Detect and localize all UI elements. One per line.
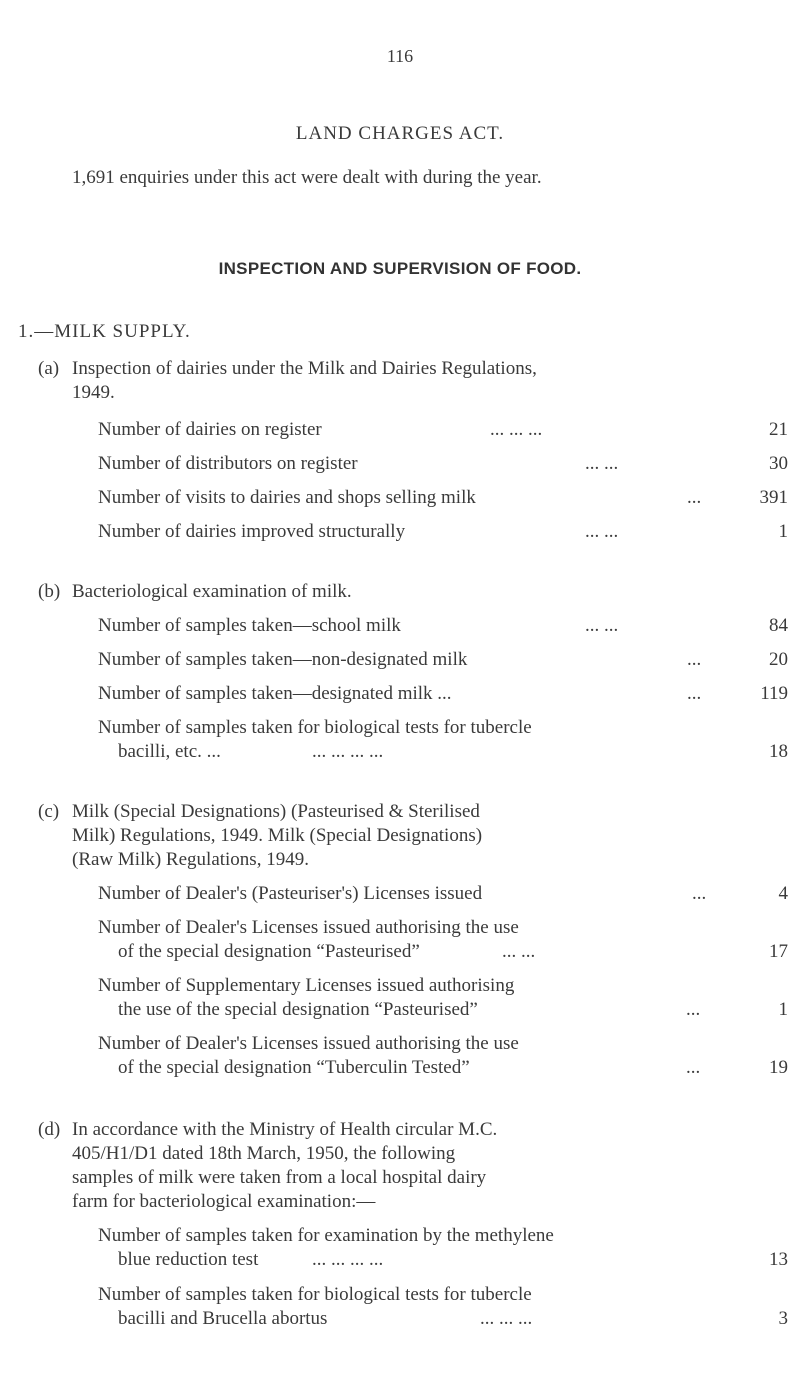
para-a-row <box>98 486 788 510</box>
row-leader: ... ... ... <box>490 419 543 440</box>
row-leader: ... ... <box>502 941 536 962</box>
row-value: 4 <box>778 883 788 904</box>
row-leader: ... ... <box>585 453 619 474</box>
para-a-row <box>98 452 788 476</box>
para-a-heading-line1: Inspection of dairies under the Milk and Dairies Regulations, <box>72 358 537 379</box>
row-value: 17 <box>769 941 788 962</box>
land-charges-title: LAND CHARGES ACT. <box>295 123 505 144</box>
row-value: 21 <box>769 419 788 440</box>
row-text-line2: blue reduction test <box>118 1249 259 1270</box>
para-a-label: (a) <box>38 358 60 379</box>
row-text-line1: Number of Supplementary Licenses issued authorising <box>98 975 515 996</box>
para-a-row <box>98 520 788 544</box>
section-title: 1.—MILK SUPPLY. <box>18 321 191 342</box>
row-leader: ... <box>692 883 707 904</box>
row-text-line1: Number of samples taken for examination by the methylene <box>98 1225 554 1246</box>
para-c-heading-line1: Milk (Special Designations) (Pasteurised & Sterilised <box>72 801 480 822</box>
row-value: 1 <box>778 521 788 542</box>
para-c-heading-line3: (Raw Milk) Regulations, 1949. <box>72 849 309 870</box>
row-value: 20 <box>769 649 788 670</box>
row-text-line2: the use of the special designation “Pasteurised” <box>118 999 478 1020</box>
para-a-heading-line2: 1949. <box>72 382 115 403</box>
para-d-row <box>98 1224 788 1272</box>
row-text-line1: Number of Dealer's Licenses issued authorising the use <box>98 1033 519 1054</box>
row-value: 18 <box>769 741 788 762</box>
para-d-heading-line1: In accordance with the Ministry of Health circular M.C. <box>72 1119 498 1140</box>
para-a-row <box>98 418 788 442</box>
row-leader: ... <box>687 683 702 704</box>
row-value: 13 <box>769 1249 788 1270</box>
inspection-heading: INSPECTION AND SUPERVISION OF FOOD. <box>218 259 582 278</box>
para-d-heading <box>72 1118 792 1214</box>
para-c-heading-line2: Milk) Regulations, 1949. Milk (Special Designations) <box>72 825 483 846</box>
row-leader: ... ... ... <box>480 1308 533 1329</box>
para-d-heading-line3: samples of milk were taken from a local hospital dairy <box>72 1167 487 1188</box>
row-value: 391 <box>759 487 788 508</box>
para-a-heading <box>72 357 792 405</box>
para-b-heading: Bacteriological examination of milk. <box>72 581 352 602</box>
row-text-line2: bacilli and Brucella abortus <box>118 1308 328 1329</box>
para-c-row <box>98 916 788 964</box>
row-leader: ... <box>686 1057 701 1078</box>
row-text: Number of dairies improved structurally <box>98 521 406 542</box>
para-d-heading-line4: farm for bacteriological examination:— <box>72 1191 376 1212</box>
row-text: Number of dairies on register <box>98 419 322 440</box>
row-value: 84 <box>769 615 788 636</box>
row-text: Number of samples taken—school milk <box>98 615 401 636</box>
para-b-row <box>98 682 788 706</box>
row-leader: ... <box>686 999 701 1020</box>
row-text: Number of samples taken—designated milk ... <box>98 683 452 704</box>
row-value: 3 <box>778 1308 788 1329</box>
para-d-heading-line2: 405/H1/D1 dated 18th March, 1950, the following <box>72 1143 456 1164</box>
row-leader: ... ... ... ... <box>312 1249 384 1270</box>
para-d-label: (d) <box>38 1119 61 1140</box>
row-text: Number of samples taken—non-designated milk <box>98 649 468 670</box>
row-leader: ... ... <box>585 615 619 636</box>
para-b-row <box>98 716 788 764</box>
para-b-row <box>98 648 788 672</box>
row-leader: ... ... <box>585 521 619 542</box>
row-text-line1: Number of samples taken for biological tests for tubercle <box>98 1284 532 1305</box>
para-c-row <box>98 974 788 1022</box>
row-leader: ... ... ... ... <box>312 741 384 762</box>
para-b-row <box>98 614 788 638</box>
row-leader: ... <box>687 487 702 508</box>
row-text: Number of distributors on register <box>98 453 358 474</box>
row-value: 1 <box>778 999 788 1020</box>
page-number: 116 <box>386 46 414 66</box>
row-leader: ... <box>687 649 702 670</box>
row-text-line2: of the special designation “Tuberculin Tested” <box>118 1057 470 1078</box>
row-text: Number of Dealer's (Pasteuriser's) Licenses issued <box>98 883 483 904</box>
para-c-row <box>98 882 788 906</box>
land-charges-intro: 1,691 enquiries under this act were dealt with during the year. <box>72 167 542 188</box>
row-text-line2: bacilli, etc. ... <box>118 741 221 762</box>
row-value: 119 <box>760 683 788 704</box>
row-text-line1: Number of samples taken for biological tests for tubercle <box>98 717 532 738</box>
row-value: 19 <box>769 1057 788 1078</box>
para-c-label: (c) <box>38 801 60 822</box>
para-b-label: (b) <box>38 581 61 602</box>
row-value: 30 <box>769 453 788 474</box>
row-text-line2: of the special designation “Pasteurised” <box>118 941 420 962</box>
row-text-line1: Number of Dealer's Licenses issued authorising the use <box>98 917 519 938</box>
para-c-row <box>98 1032 788 1080</box>
para-c-heading <box>72 800 792 872</box>
para-d-row <box>98 1283 788 1331</box>
row-text: Number of visits to dairies and shops selling milk <box>98 487 476 508</box>
